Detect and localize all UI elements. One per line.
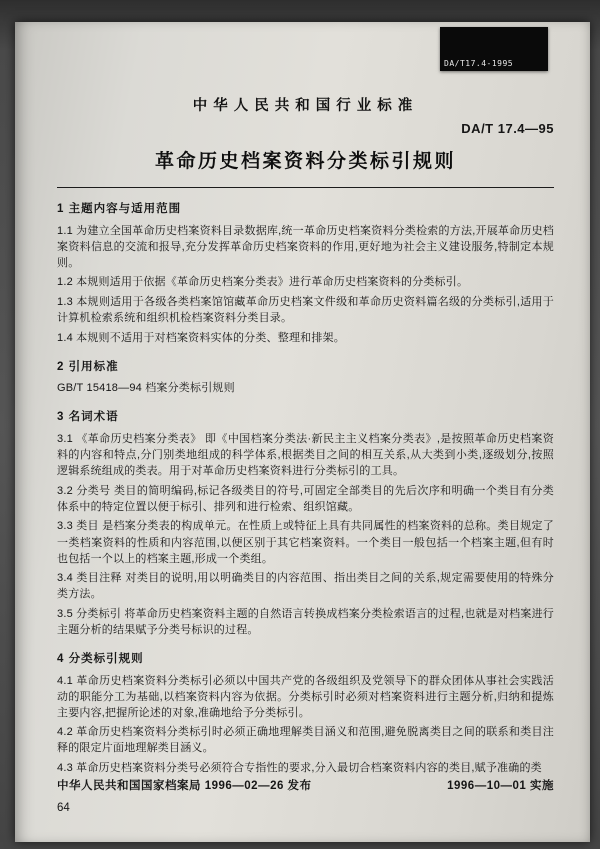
- clause-1-4: 1.4 本规则不适用于对档案资料实体的分类、整理和排架。: [57, 331, 345, 344]
- corner-stamp-label: DA/T17.4-1995: [444, 59, 514, 68]
- clause-4-1: 4.1 革命历史档案资料分类标引必须以中国共产党的各级组织及党领导下的群众团体从事社会实践活动的职能分工为基础,以档案资料内容为依据。分类标引时必须对档案资料进行主题分析,归纳和提炼主要内容,把握所论述的对象,准确地给予分类标引。: [57, 674, 554, 719]
- clause-3-3: 3.3 类目 是档案分类表的构成单元。在性质上或特征上具有共同属性的档案资料的总称。类目规定了一类档案资料的性质和内容范围,以便区别于其它档案资料。一个类目一般包括一个档案主题,但有时也包括一个以上的档案主题,形成一个类组。: [57, 520, 554, 565]
- clause-4-3: 4.3 革命历史档案资料分类号必须符合专指性的要求,分入最切合档案资料内容的类目,赋予准确的类: [57, 761, 542, 774]
- clause-1-2: 1.2 本规则适用于依据《革命历史档案分类表》进行革命历史档案资料的分类标引。: [57, 276, 469, 289]
- section-heading-1: 1 主题内容与适用范围: [57, 203, 182, 215]
- clause-1-1: 1.1 为建立全国革命历史档案资料目录数据库,统一革命历史档案资料分类检索的方法,开展革命历史档案资料信息的交流和报导,充分发挥革命历史档案资料的作用,更好地为社会主义建设服务,特制定本规则。: [57, 224, 554, 269]
- clause-4-2: 4.2 革命历史档案资料分类标引时必须正确地理解类目涵义和范围,避免脱离类目之间的联系和类目注释的限定片面地理解类目涵义。: [57, 726, 554, 755]
- reference-standard: GB/T 15418—94 档案分类标引规则: [57, 382, 235, 395]
- page-title: 革命历史档案资料分类标引规则: [154, 151, 456, 172]
- clause-3-4: 3.4 类目注释 对类目的说明,用以明确类目的内容范围、指出类目之间的关系,规定需要使用的特殊分类方法。: [57, 572, 554, 601]
- implementation-date: 1996—10—01 实施: [447, 780, 554, 792]
- clause-3-2: 3.2 分类号 类目的简明编码,标记各级类目的符号,可固定全部类目的先后次序和明确一个类目有分类体系中的特定位置以便于标引、排列和进行检索、组织馆藏。: [57, 484, 554, 513]
- page-number: 64: [57, 802, 70, 814]
- page-footer: [57, 777, 554, 814]
- clause-1-3: 1.3 本规则适用于各级各类档案馆馆藏革命历史档案文件级和革命历史资料篇名级的分类标引,适用于计算机检索系统和组织机检档案资料分类目录。: [57, 295, 554, 325]
- page-content: [15, 22, 590, 842]
- section-heading-4: 4 分类标引规则: [57, 652, 144, 665]
- issuing-authority: 中华人民共和国国家档案局 1996—02—26 发布: [57, 780, 312, 792]
- paper-sheet: [15, 22, 590, 842]
- section-heading-3: 3 名词术语: [57, 411, 119, 424]
- section-heading-2: 2 引用标准: [57, 360, 119, 373]
- title-divider: [57, 187, 554, 188]
- corner-stamp: [440, 27, 548, 71]
- clause-3-1: 3.1 《革命历史档案分类表》 即《中国档案分类法·新民主主义档案分类表》,是按照革命历史档案资料的内容和特点,分门别类地组成的科学体系,根据类目之间的相互关系,从大类到小类,逐级划分,按照逻辑系统组成的类表。用于对革命历史档案资料进行分类标引的工具。: [57, 433, 554, 478]
- standard-type-heading: 中华人民共和国行业标准: [192, 98, 419, 114]
- document-body: [57, 201, 554, 776]
- standard-number: DA/T 17.4—95: [461, 121, 554, 136]
- clause-3-5: 3.5 分类标引 将革命历史档案资料主题的自然语言转换成档案分类检索语言的过程,也就是对档案进行主题分析的结果赋予分类号标识的过程。: [57, 607, 554, 636]
- publication-line: [57, 777, 554, 793]
